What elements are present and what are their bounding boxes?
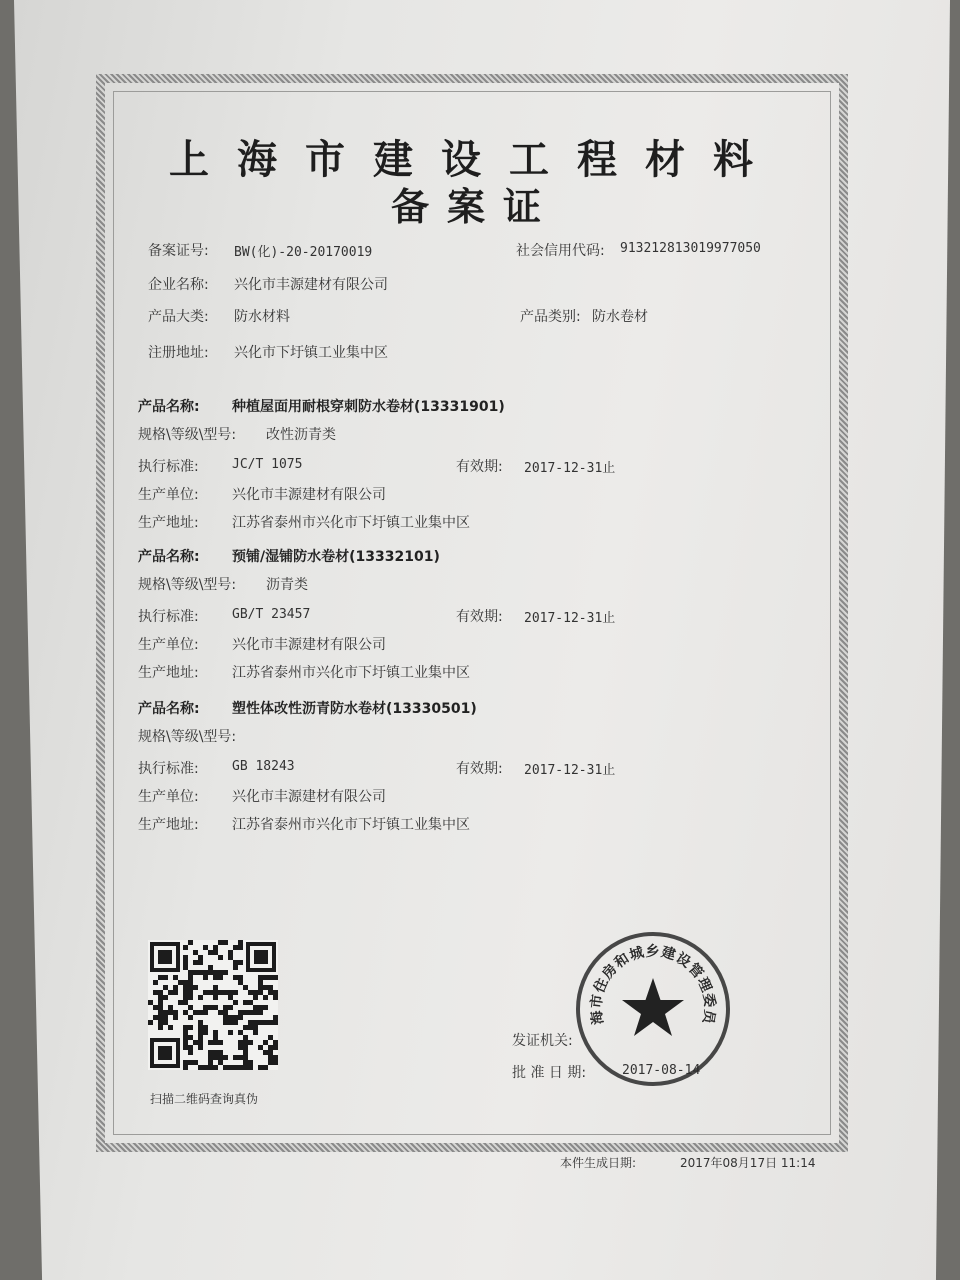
production-address-value: 江苏省泰州市兴化市下圩镇工业集中区 [232, 665, 470, 681]
standard-value: GB/T 23457 [232, 607, 311, 622]
credit-code-value: 913212813019977050 [620, 241, 761, 256]
record-no-value: BW(化)-20-20170019 [234, 245, 373, 260]
production-address-value: 江苏省泰州市兴化市下圩镇工业集中区 [232, 515, 470, 531]
spec-label: 规格\等级\型号: [138, 729, 237, 745]
standard-label: 执行标准: [138, 459, 199, 475]
spec-label: 规格\等级\型号: [138, 577, 237, 593]
company-label: 企业名称: [148, 277, 209, 293]
generated-date-value: 2017年08月17日 11:14 [680, 1156, 816, 1170]
standard-value: GB 18243 [232, 759, 295, 774]
qr-code[interactable] [148, 940, 278, 1070]
maker-value: 兴化市丰源建材有限公司 [232, 487, 386, 503]
approve-date-label: 批 准 日 期: [512, 1065, 587, 1081]
product-name-label: 产品名称: [138, 701, 200, 717]
category-label: 产品大类: [148, 309, 209, 325]
standard-value: JC/T 1075 [232, 457, 303, 472]
product-name: 塑性体改性沥青防水卷材(13330501) [232, 701, 477, 717]
maker-value: 兴化市丰源建材有限公司 [232, 789, 386, 805]
sub-category-value: 防水卷材 [592, 309, 648, 325]
production-address-label: 生产地址: [138, 665, 199, 681]
maker-label: 生产单位: [138, 637, 199, 653]
spec-label: 规格\等级\型号: [138, 427, 237, 443]
spec-value: 沥青类 [266, 577, 308, 593]
maker-label: 生产单位: [138, 789, 199, 805]
standard-label: 执行标准: [138, 761, 199, 777]
valid-label: 有效期: [456, 609, 503, 625]
valid-value: 2017-12-31止 [524, 461, 616, 476]
qr-code-icon [148, 940, 278, 1070]
valid-label: 有效期: [456, 761, 503, 777]
product-name-label: 产品名称: [138, 549, 200, 565]
category-value: 防水材料 [234, 309, 290, 325]
product-name-label: 产品名称: [138, 399, 200, 415]
valid-label: 有效期: [456, 459, 503, 475]
qr-caption: 扫描二维码查询真伪 [150, 1092, 259, 1106]
standard-label: 执行标准: [138, 609, 199, 625]
valid-value: 2017-12-31止 [524, 763, 616, 778]
address-value: 兴化市下圩镇工业集中区 [234, 345, 388, 361]
certificate-title: 上海市建设工程材料 [169, 137, 781, 183]
issuer-label: 发证机关: [512, 1033, 573, 1049]
seal-text: 海市住房和城乡建设管理委员 [588, 943, 718, 1026]
product-name: 预铺/湿铺防水卷材(13332101) [232, 549, 440, 565]
product-name: 种植屋面用耐根穿刺防水卷材(13331901) [232, 399, 505, 415]
production-address-value: 江苏省泰州市兴化市下圩镇工业集中区 [232, 817, 470, 833]
valid-value: 2017-12-31止 [524, 611, 616, 626]
spec-value: 改性沥青类 [266, 427, 336, 443]
certificate-subtitle: 备案证 [390, 185, 559, 229]
production-address-label: 生产地址: [138, 817, 199, 833]
production-address-label: 生产地址: [138, 515, 199, 531]
sub-category-label: 产品类别: [520, 309, 581, 325]
address-label: 注册地址: [148, 345, 209, 361]
record-no-label: 备案证号: [148, 243, 209, 259]
company-value: 兴化市丰源建材有限公司 [234, 277, 388, 293]
official-seal [574, 930, 732, 1088]
maker-label: 生产单位: [138, 487, 199, 503]
seal-icon [574, 930, 732, 1088]
credit-code-label: 社会信用代码: [516, 243, 605, 259]
approve-date-value: 2017-08-14 [622, 1063, 701, 1078]
generated-date-label: 本件生成日期: [560, 1156, 637, 1170]
maker-value: 兴化市丰源建材有限公司 [232, 637, 386, 653]
